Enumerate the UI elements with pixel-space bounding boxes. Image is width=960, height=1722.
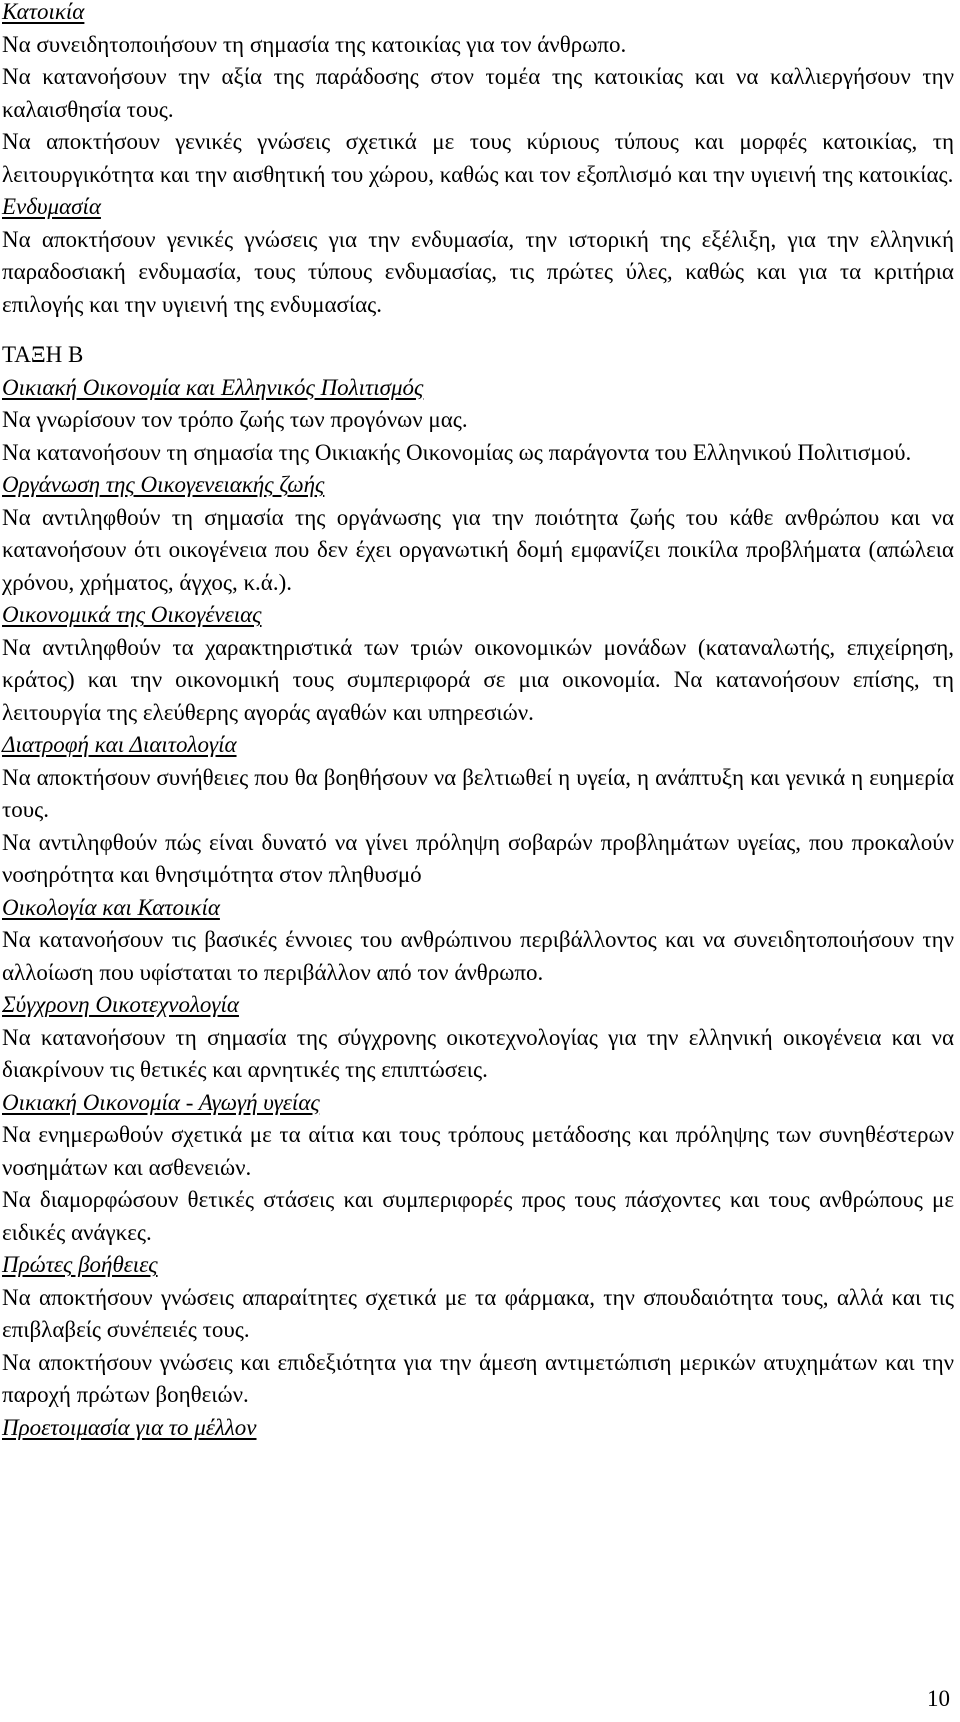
section-heading: Οικολογία και Κατοικία <box>2 894 220 920</box>
section-heading: Διατροφή και Διαιτολογία <box>2 732 237 757</box>
class-title: ΤΑΞΗ Β <box>2 342 84 367</box>
section-heading: Οικονομικά της Οικογένειας <box>2 602 262 627</box>
document-body <box>2 0 954 1444</box>
body-paragraph: Να κατανοήσουν τις βασικές έννοιες του ανθρώπινου περιβάλλοντος και να συνειδητοποιήσουν την αλλοίωση που υφίσταται το περιβάλλον από τον άνθρωπο. <box>2 927 954 985</box>
body-paragraph: Να συνειδητοποιήσουν τη σημασία της κατοικίας για τον άνθρωπο. <box>2 31 627 57</box>
section-heading: Πρώτες βοήθειες <box>2 1252 158 1277</box>
body-paragraph: Να αποκτήσουν γνώσεις απαραίτητες σχετικά με τα φάρμακα, την σπουδαιότητα τους, αλλά και τις επιβλαβείς συνέπειές τους. <box>2 1284 954 1342</box>
body-paragraph: Να κατανοήσουν τη σημασία της σύγχρονης οικοτεχνολογίας για την ελληνική οικογένεια και να διακρίνουν τις θετικές και αρνητικές της επιπτώσεις. <box>2 1024 954 1082</box>
section-heading: Οικιακή Οικονομία - Αγωγή υγείας <box>2 1089 320 1115</box>
section-heading: Προετοιμασία για το μέλλον <box>2 1414 257 1440</box>
section-heading: Ενδυμασία <box>2 194 101 219</box>
body-paragraph: Να ενημερωθούν σχετικά με τα αίτια και τους τρόπους μετάδοσης και πρόληψης των συνηθέστερων νοσημάτων και ασθενειών. <box>2 1122 954 1180</box>
body-paragraph: Να γνωρίσουν τον τρόπο ζωής των προγόνων μας. <box>2 407 468 432</box>
body-paragraph: Να κατανοήσουν τη σημασία της Οικιακής Οικονομίας ως παράγοντα του Ελληνικού Πολιτισμού. <box>2 439 912 465</box>
body-paragraph: Να αποκτήσουν γενικές γνώσεις σχετικά με τους κύριους τύπους και μορφές κατοικίας, τη λειτουργικότητα και την αισθητική του χώρου, καθώς και τον εξοπλισμό και την υγιεινή της κατοικίας. <box>2 129 954 187</box>
section-heading: Οικιακή Οικονομία και Ελληνικός Πολιτισμός <box>2 374 424 400</box>
body-paragraph: Να κατανοήσουν την αξία της παράδοσης στον τομέα της κατοικίας και να καλλιεργήσουν την καλαισθησία τους. <box>2 64 954 122</box>
section-heading: Κατοικία <box>2 0 85 24</box>
body-paragraph: Να αποκτήσουν συνήθειες που θα βοηθήσουν να βελτιωθεί η υγεία, η ανάπτυξη και γενικά η ευημερία τους. <box>2 764 954 822</box>
body-paragraph: Να αντιληφθούν πώς είναι δυνατό να γίνει πρόληψη σοβαρών προβλημάτων υγείας, που προκαλούν νοσηρότητα και θνησιμότητα στον πληθυσμό <box>2 829 954 887</box>
body-paragraph: Να διαμορφώσουν θετικές στάσεις και συμπεριφορές προς τους πάσχοντες και τους ανθρώπους με ειδικές ανάγκες. <box>2 1187 954 1245</box>
section-heading: Οργάνωση της Οικογενειακής ζωής <box>2 472 325 497</box>
body-paragraph: Να αποκτήσουν γενικές γνώσεις για την ενδυμασία, την ιστορική της εξέλιξη, για την ελληνική παραδοσιακή ενδυμασία, τους τύπους ενδυμασίας, τις πρώτες ύλες, καθώς και για τα κριτήρια επιλογής και την υγιεινή της ενδυμασίας. <box>2 226 954 317</box>
body-paragraph: Να αντιληφθούν τα χαρακτηριστικά των τριών οικονομικών μονάδων (καταναλωτής, επιχείρηση, κράτος) και την οικονομική τους συμπεριφορά σε μια οικονομία. Να κατανοήσουν επίσης, τη λειτουργία της ελεύθερης αγοράς αγαθών και υπηρεσιών. <box>2 634 954 725</box>
body-paragraph: Να αποκτήσουν γνώσεις και επιδεξιότητα για την άμεση αντιμετώπιση μερικών ατυχημάτων και την παροχή πρώτων βοηθειών. <box>2 1349 954 1407</box>
page-number: 10 <box>927 1686 950 1711</box>
section-heading: Σύγχρονη Οικοτεχνολογία <box>2 992 239 1017</box>
body-paragraph: Να αντιληφθούν τη σημασία της οργάνωσης για την ποιότητα ζωής του κάθε ανθρώπου και να κατανοήσουν ότι οικογένεια που δεν έχει οργανωτική δομή εμφανίζει ποικίλα προβλήματα (απώλεια χρόνου, χρήματος, άγχος, κ.ά.). <box>2 504 954 595</box>
